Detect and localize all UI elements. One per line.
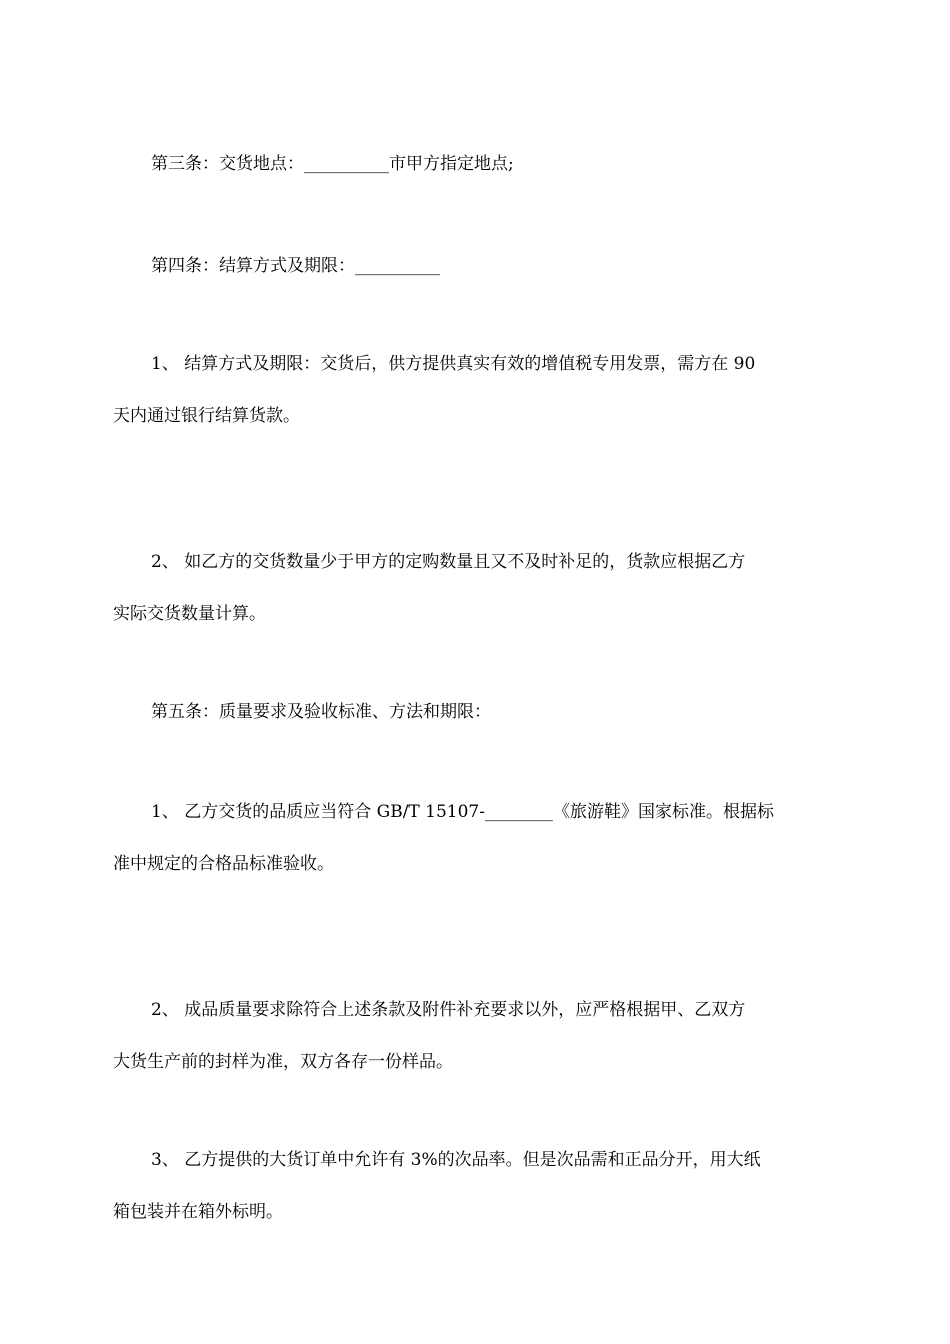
article-5-item-1 <box>113 786 841 890</box>
article-5-item-1-line-1: 1、 乙方交货的品质应当符合 GB/T 15107-________《旅游鞋》国家标准。根据标 <box>151 802 774 822</box>
article-4-item-1-line-2: 天内通过银行结算货款。 <box>113 406 300 426</box>
article-5-item-3 <box>113 1134 841 1238</box>
article-3-delivery-place <box>113 138 841 190</box>
article-5-item-2 <box>113 984 841 1088</box>
article-5-text: 第五条：质量要求及验收标准、方法和期限： <box>151 702 491 722</box>
article-4-item-2-line-2: 实际交货数量计算。 <box>113 604 266 624</box>
article-4-settlement <box>113 240 841 292</box>
article-5-item-2-line-2: 大货生产前的封样为准，双方各存一份样品。 <box>113 1052 453 1072</box>
article-5-item-1-line-2: 准中规定的合格品标准验收。 <box>113 854 334 874</box>
article-5-item-3-line-2: 箱包装并在箱外标明。 <box>113 1202 283 1222</box>
article-4-item-1-line-1: 1、 结算方式及期限：交货后，供方提供真实有效的增值税专用发票，需方在 90 <box>151 354 756 374</box>
article-4-text: 第四条：结算方式及期限：__________ <box>151 256 440 276</box>
article-4-item-2 <box>113 536 841 640</box>
article-5-item-3-line-1: 3、 乙方提供的大货订单中允许有 3%的次品率。但是次品需和正品分开，用大纸 <box>151 1150 761 1170</box>
article-4-item-2-line-1: 2、 如乙方的交货数量少于甲方的定购数量且又不及时补足的，货款应根据乙方 <box>151 552 746 572</box>
article-5-quality <box>113 686 841 738</box>
article-4-item-1 <box>113 338 841 442</box>
article-3-text: 第三条：交货地点：__________市甲方指定地点; <box>151 154 514 174</box>
article-5-item-2-line-1: 2、 成品质量要求除符合上述条款及附件补充要求以外，应严格根据甲、乙双方 <box>151 1000 746 1020</box>
